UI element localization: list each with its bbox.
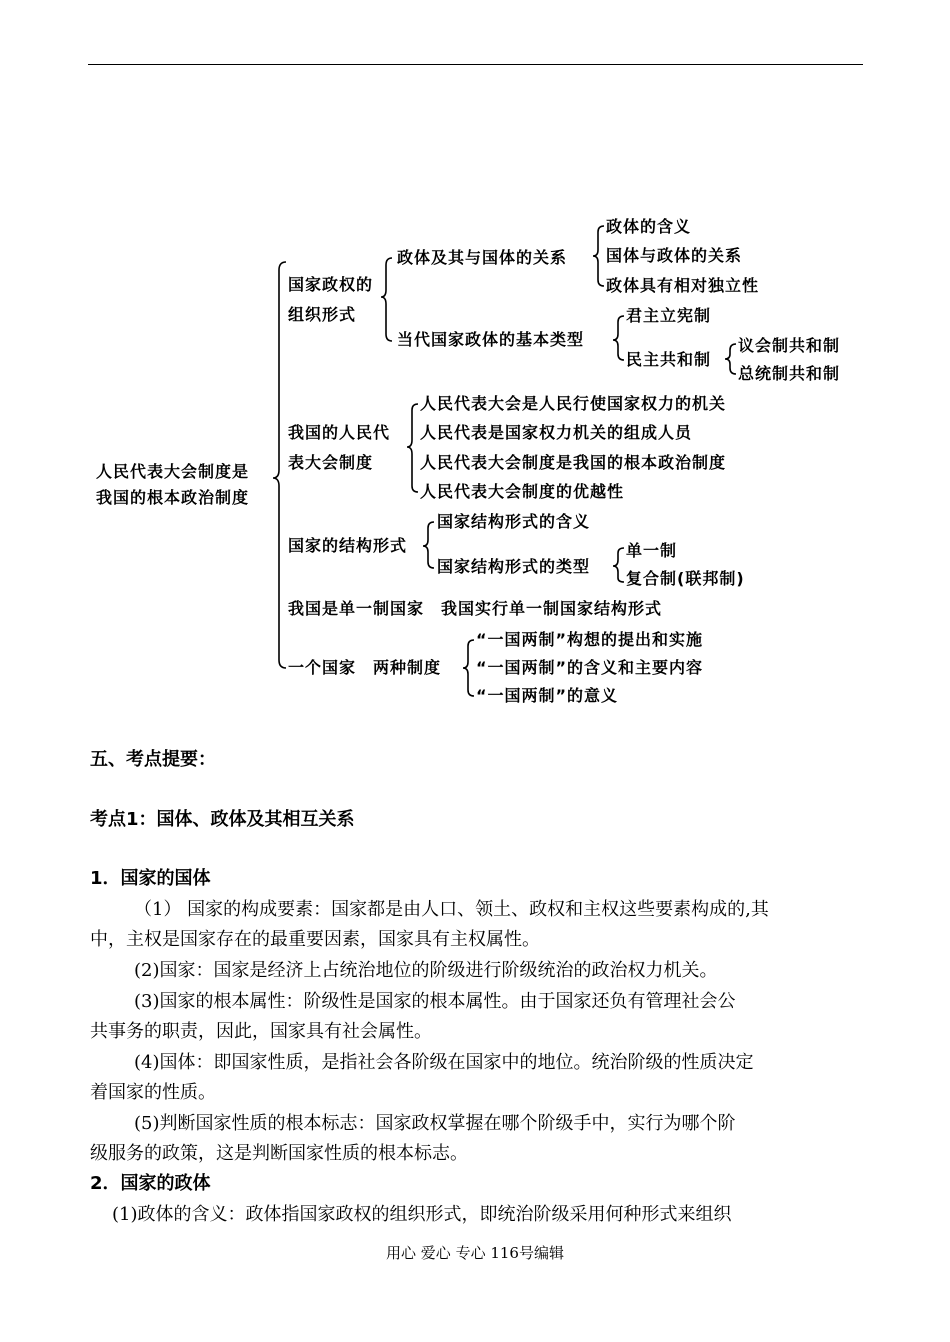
tree-b2-item: 人民代表是国家权力机关的组成人员: [420, 423, 693, 442]
tree-b1-line2: 组织形式: [288, 305, 357, 324]
paragraph: (4)国体：即国家性质，是指社会各阶级在国家中的地位。统治阶级的性质决定: [134, 1052, 754, 1073]
section-title: 五、考点提要：: [90, 749, 216, 770]
tree-b4: 我国是单一制国家 我国实行单一制国家结构形式: [288, 599, 663, 618]
tree-b2-item: 人民代表大会制度的优越性: [420, 482, 625, 501]
tree-b3a: 国家结构形式的含义: [437, 512, 591, 531]
tree-b5: 一个国家 两种制度: [288, 658, 442, 677]
tree-b3: 国家的结构形式: [288, 536, 408, 555]
root-bracket: [273, 262, 286, 668]
paragraph: 着国家的性质。: [90, 1082, 216, 1103]
tree-b1b-item: 民主共和制: [626, 350, 712, 369]
paragraph: 中，主权是国家存在的最重要因素，国家具有主权属性。: [90, 929, 540, 950]
tree-b2-item: 人民代表大会是人民行使国家权力的机关: [420, 394, 727, 413]
tree-b1a: 政体及其与国体的关系: [397, 248, 568, 267]
paragraph: (5)判断国家性质的根本标志：国家政权掌握在哪个阶级手中，实行为哪个阶: [134, 1113, 736, 1134]
b2-bracket: [407, 404, 418, 492]
tree-b3b-item: 单一制: [626, 541, 678, 560]
tree-b5-item: “一国两制”的含义和主要内容: [476, 658, 704, 677]
tree-b3b: 国家结构形式的类型: [437, 557, 591, 576]
tree-b2-line2: 表大会制度: [288, 453, 374, 472]
point-title: 考点1：国体、政体及其相互关系: [90, 809, 355, 830]
tree-b1a-item: 国体与政体的关系: [606, 246, 743, 265]
paragraph: (1)政体的含义：政体指国家政权的组织形式，即统治阶级采用何种形式来组织: [112, 1204, 732, 1225]
tree-b3b-item: 复合制(联邦制): [626, 569, 745, 588]
page-footer: 用心 爱心 专心 116号编辑: [386, 1244, 564, 1262]
tree-b5-item: “一国两制”的意义: [476, 686, 619, 705]
tree-b1b-item: 君主立宪制: [626, 306, 712, 325]
b1-bracket: [381, 258, 392, 341]
tree-b1a-item: 政体具有相对独立性: [606, 276, 760, 295]
b1b2-bracket: [725, 344, 736, 374]
tree-b1-line1: 国家政权的: [288, 275, 374, 294]
tree-b2-item: 人民代表大会制度是我国的根本政治制度: [420, 453, 727, 472]
b1b-bracket: [613, 316, 624, 360]
paragraph: （1） 国家的构成要素：国家都是由人口、领土、政权和主权这些要素构成的,其: [134, 899, 769, 920]
tree-root-line1: 人民代表大会制度是: [96, 462, 250, 481]
b3-bracket: [423, 522, 434, 568]
b3b-bracket: [613, 548, 624, 582]
paragraph: 共事务的职责，因此，国家具有社会属性。: [90, 1021, 432, 1042]
tree-b2-line1: 我国的人民代: [288, 423, 391, 442]
heading-2: 2．国家的政体: [90, 1173, 211, 1194]
tree-b1b: 当代国家政体的基本类型: [397, 330, 585, 349]
paragraph: (2)国家：国家是经济上占统治地位的阶级进行阶级统治的政治权力机关。: [134, 960, 718, 981]
tree-root-line2: 我国的根本政治制度: [96, 488, 250, 507]
tree-b1a-item: 政体的含义: [606, 217, 692, 236]
tree-b1b2-item: 总统制共和制: [738, 364, 841, 383]
b1a-bracket: [593, 226, 604, 286]
paragraph: (3)国家的根本属性：阶级性是国家的根本属性。由于国家还负有管理社会公: [134, 991, 736, 1012]
b5-bracket: [463, 640, 474, 696]
paragraph: 级服务的政策，这是判断国家性质的根本标志。: [90, 1143, 468, 1164]
tree-b5-item: “一国两制”构想的提出和实施: [476, 630, 704, 649]
heading-1: 1．国家的国体: [90, 868, 211, 889]
tree-b1b2-item: 议会制共和制: [738, 336, 841, 355]
